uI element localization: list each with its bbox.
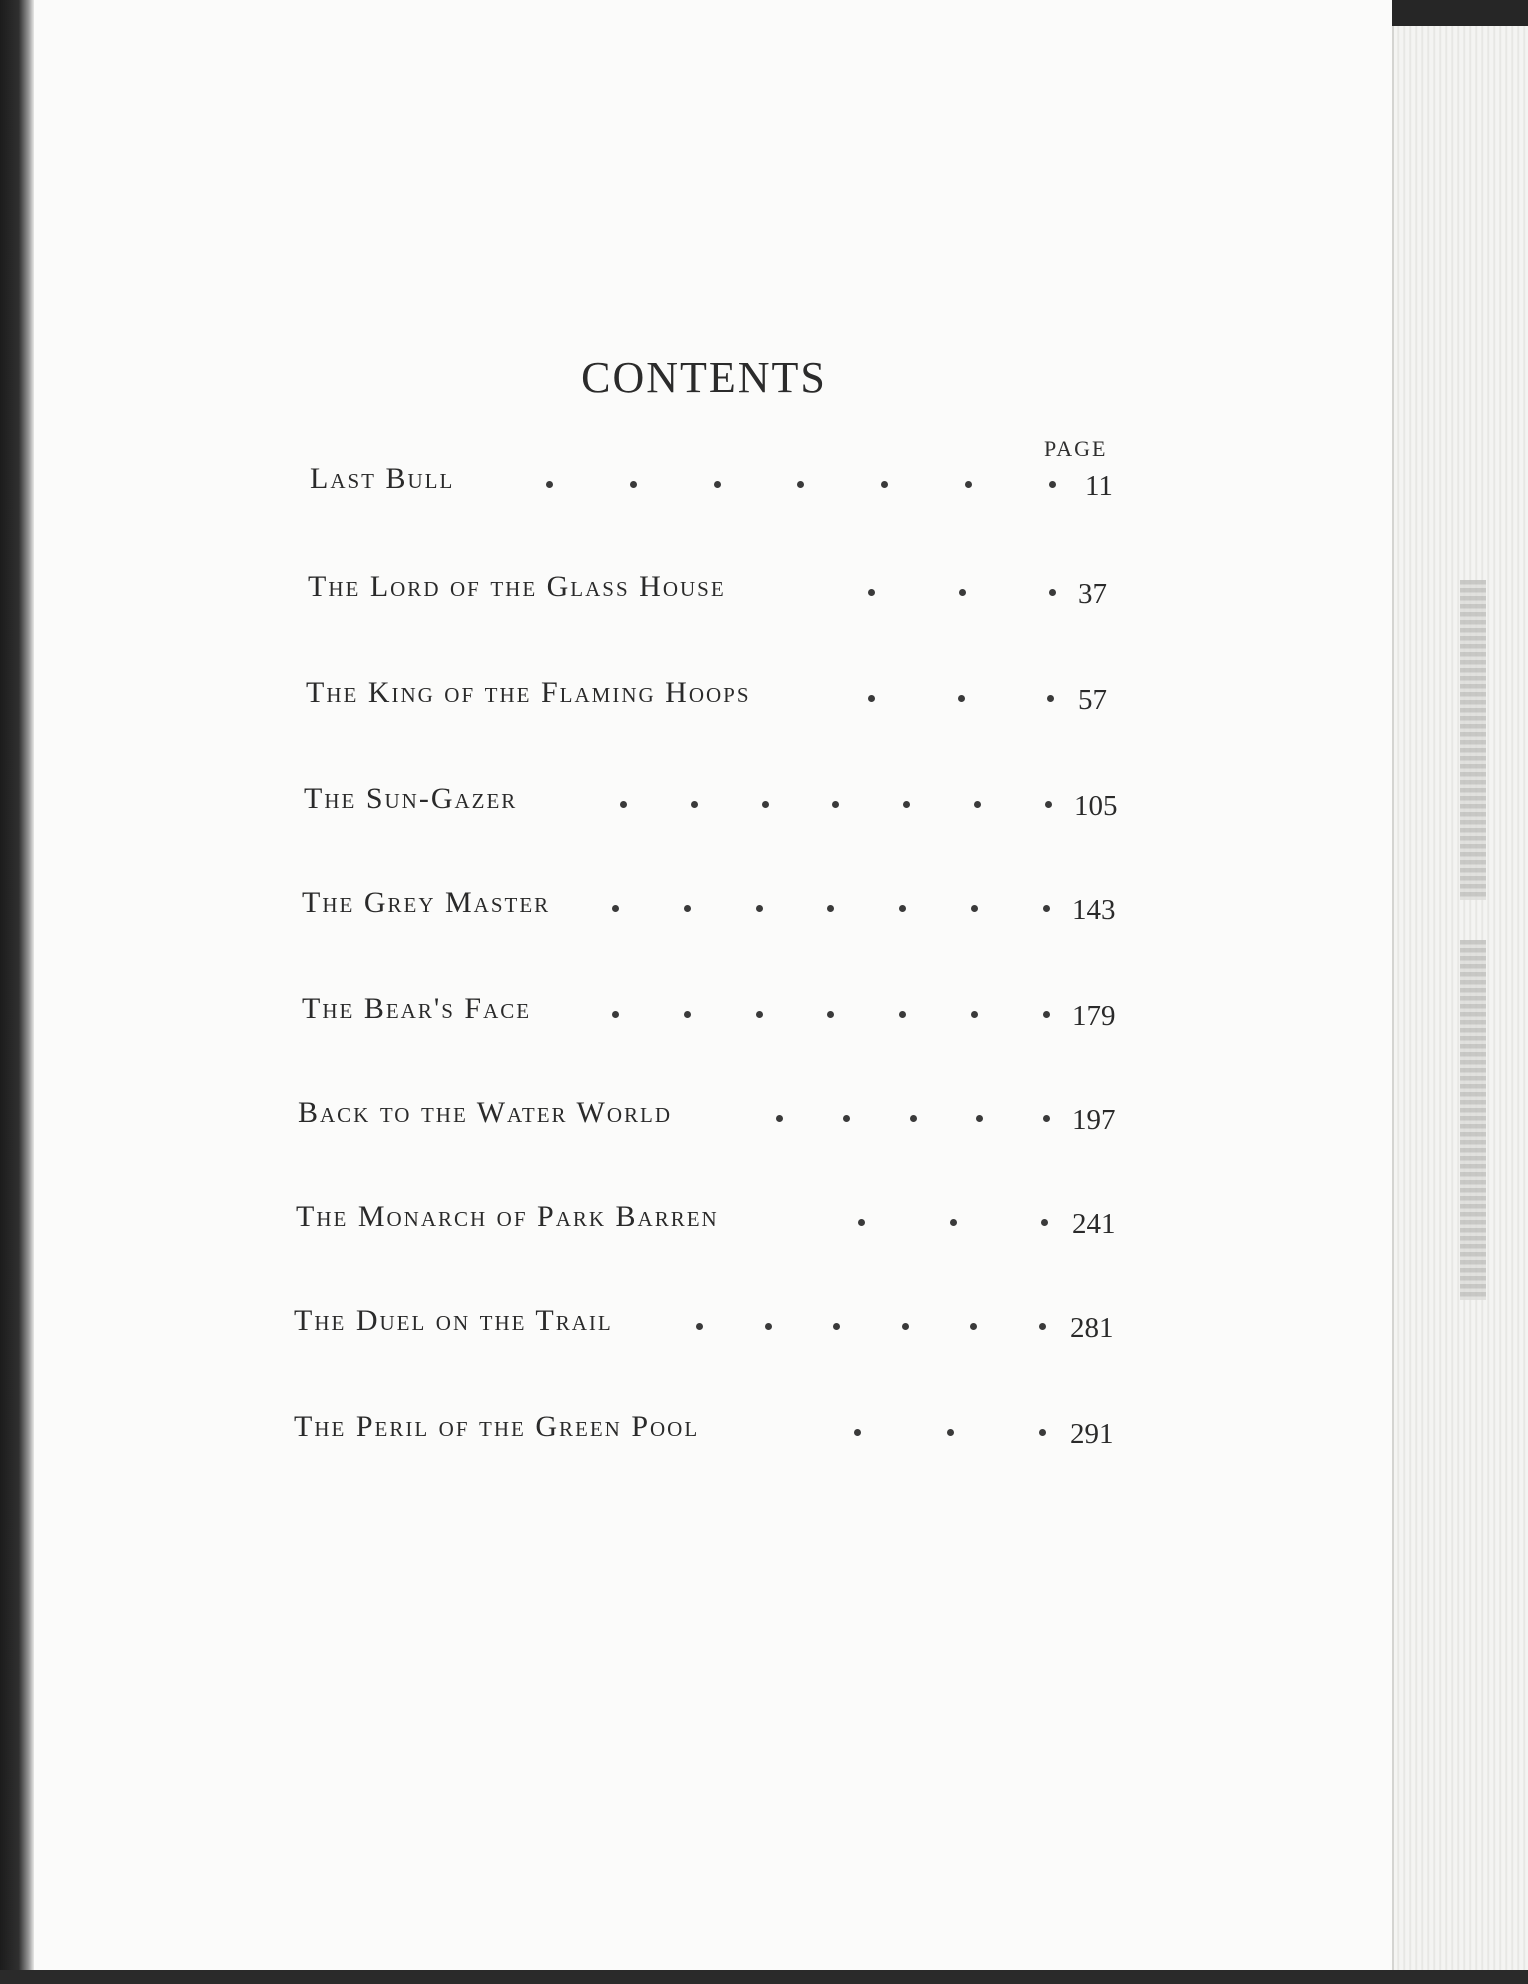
toc-entry-page: 281: [1070, 1312, 1114, 1344]
fore-edge-marking: [1460, 940, 1486, 1300]
toc-entry-page: 241: [1072, 1208, 1116, 1240]
toc-entry[interactable]: [304, 782, 1118, 832]
dot-leader: [612, 898, 1050, 918]
page-column-label: PAGE: [1044, 436, 1108, 461]
toc-entry[interactable]: [308, 570, 1108, 620]
dot-leader: [868, 688, 1054, 708]
toc-entry[interactable]: [306, 676, 1106, 726]
toc-entry[interactable]: [296, 1200, 1116, 1250]
toc-entry-title: The Peril of the Green Pool: [294, 1410, 700, 1443]
book-bottom-edge: [0, 1970, 1528, 1984]
toc-entry[interactable]: [302, 992, 1116, 1042]
toc-entry-title: The Lord of the Glass House: [308, 570, 726, 603]
toc-entry[interactable]: [298, 1096, 1116, 1146]
toc-entry[interactable]: [310, 462, 1113, 512]
toc-entry-title: The Duel on the Trail: [294, 1304, 613, 1337]
book-gutter-shadow: [0, 0, 34, 1984]
toc-entry-page: 57: [1078, 684, 1107, 716]
dot-leader: [546, 474, 1056, 494]
fore-edge-marking: [1460, 580, 1486, 900]
dot-leader: [854, 1422, 1046, 1442]
toc-entry-title: The Grey Master: [302, 886, 551, 919]
toc-entry-title: The Sun-Gazer: [304, 782, 518, 815]
toc-entry[interactable]: [294, 1304, 1114, 1354]
dot-leader: [612, 1004, 1050, 1024]
toc-entry-title: Last Bull: [310, 462, 455, 495]
toc-entry[interactable]: [294, 1410, 1114, 1460]
toc-entry-page: 105: [1074, 790, 1118, 822]
toc-entry-title: The King of the Flaming Hoops: [306, 676, 751, 709]
toc-entry-page: 11: [1085, 470, 1113, 502]
toc-entry-page: 143: [1072, 894, 1116, 926]
toc-entry-title: The Monarch of Park Barren: [296, 1200, 719, 1233]
dot-leader: [776, 1108, 1050, 1128]
toc-entry-page: 37: [1078, 578, 1107, 610]
toc-entry-page: 179: [1072, 1000, 1116, 1032]
toc-entry-page: 291: [1070, 1418, 1114, 1450]
toc-entry-title: The Bear's Face: [302, 992, 532, 1025]
page-fore-edge-top: [1392, 0, 1528, 26]
contents-heading: CONTENTS: [581, 353, 827, 402]
dot-leader: [696, 1316, 1046, 1336]
dot-leader: [858, 1212, 1048, 1232]
toc-entry[interactable]: [302, 886, 1116, 936]
toc-entry-title: Back to the Water World: [298, 1096, 672, 1129]
dot-leader: [620, 794, 1052, 814]
toc-entry-page: 197: [1072, 1104, 1116, 1136]
dot-leader: [868, 582, 1056, 602]
